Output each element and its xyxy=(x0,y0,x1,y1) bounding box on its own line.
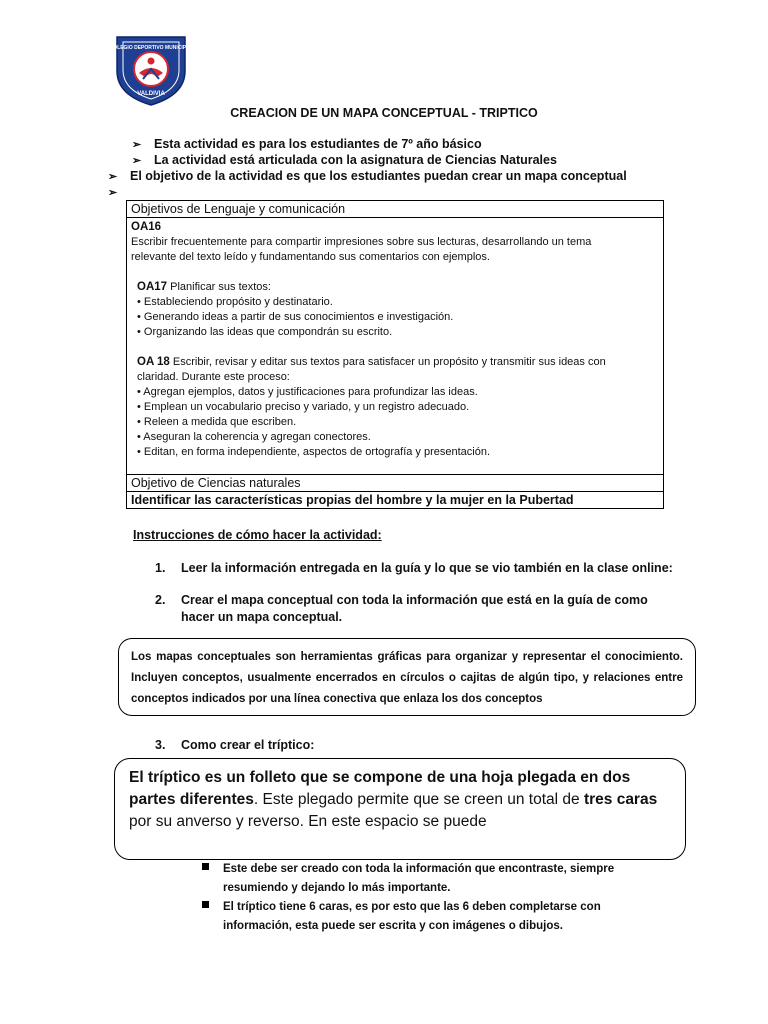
step-item xyxy=(155,560,673,577)
bullet-text: información, esta puede ser escrita y con imágenes o dibujos. xyxy=(223,920,563,932)
arrow-bullet-icon: ➢ xyxy=(108,171,118,183)
intro-item xyxy=(132,137,482,151)
triptych-text: por su anverso y reverso. En este espacio se puede xyxy=(129,813,487,830)
table-ciencias-objective: Identificar las características propias del hombre y la mujer en la Pubertad xyxy=(131,493,574,507)
triptych-text: . Este plegado permite que se creen un total de xyxy=(253,791,584,808)
square-bullet-icon xyxy=(202,901,209,908)
intro-item-text: El objetivo de la actividad es que los estudiantes puedan crear un mapa conceptual xyxy=(130,169,627,183)
step-text: Leer la información entregada en la guía y lo que se vio también en la clase online: xyxy=(181,561,673,575)
intro-item-text: Esta actividad es para los estudiantes de 7º año básico xyxy=(154,137,482,151)
step-number: 3. xyxy=(155,738,166,752)
bullet-text: El tríptico tiene 6 caras, es por esto que las 6 deben completarse con xyxy=(223,901,601,913)
arrow-bullet-icon: ➢ xyxy=(108,187,118,199)
intro-item xyxy=(132,153,557,167)
oa18-code: OA 18 xyxy=(137,356,170,368)
oa18-item: • Agregan ejemplos, datos y justificaciones para profundizar las ideas. xyxy=(137,386,478,398)
table-header-lenguaje: Objetivos de Lenguaje y comunicación xyxy=(127,201,663,218)
step-item xyxy=(155,592,648,626)
logo-text-top: COLEGIO DEPORTIVO MUNICIPAL xyxy=(113,45,189,51)
oa16-line: relevante del texto leído y fundamentando sus comentarios con ejemplos. xyxy=(131,251,490,263)
bullet-text: Este debe ser creado con toda la información que encontraste, siempre xyxy=(223,863,615,875)
oa18-title: Escribir, revisar y editar sus textos para satisfacer un propósito y transmitir sus ideas con xyxy=(169,356,606,368)
intro-item-text: La actividad está articulada con la asignatura de Ciencias Naturales xyxy=(154,153,557,167)
oa18-item: • Editan, en forma independiente, aspectos de ortografía y presentación. xyxy=(137,446,491,458)
table-oa-content xyxy=(127,220,663,460)
step-item xyxy=(155,737,314,754)
step-text: hacer un mapa conceptual. xyxy=(181,610,343,624)
list-item xyxy=(202,860,614,898)
instructions-title: Instrucciones de cómo hacer la actividad: xyxy=(133,528,382,542)
oa18-title-cont: claridad. Durante este proceso: xyxy=(137,371,290,383)
oa18-item: • Aseguran la coherencia y agregan conectores. xyxy=(137,431,371,443)
oa17-code: OA17 xyxy=(137,281,168,293)
page-title: CREACION DE UN MAPA CONCEPTUAL - TRIPTICO xyxy=(230,106,538,120)
arrow-bullet-icon: ➢ xyxy=(132,139,142,151)
concept-map-definition-box: Los mapas conceptuales son herramientas gráficas para organizar y representar el conocimiento. Incluyen conceptos, usualmente encerrados en círculos o cajitas de algún tipo, y relaciones entre conceptos indicados por una línea conectiva que enlaza los dos conceptos xyxy=(118,638,696,716)
arrow-bullet-icon: ➢ xyxy=(132,155,142,167)
oa18-item: • Emplean un vocabulario preciso y variado, y un registro adecuado. xyxy=(137,401,470,413)
triptych-bold-text: tres caras xyxy=(583,791,658,808)
step-number: 1. xyxy=(155,561,166,575)
oa17-title: Planificar sus textos: xyxy=(167,281,271,293)
triptych-bold-text: El tríptico es un folleto que se compone de una hoja plegada en dos partes diferentes xyxy=(129,769,631,808)
intro-item xyxy=(108,185,130,199)
intro-item xyxy=(108,169,627,183)
oa17-item: • Generando ideas a partir de sus conocimientos e investigación. xyxy=(137,311,454,323)
oa16-line: Escribir frecuentemente para compartir impresiones sobre sus lecturas, desarrollando un tema xyxy=(131,236,592,248)
bullet-text: resumiendo y dejando lo más importante. xyxy=(223,882,451,894)
oa16-code: OA16 xyxy=(131,221,162,233)
step-text: Como crear el tríptico: xyxy=(181,738,315,752)
step-number: 2. xyxy=(155,593,166,607)
logo-text-bottom: VALDIVIA xyxy=(137,91,165,97)
table-header-ciencias: Objetivo de Ciencias naturales xyxy=(127,474,663,492)
objectives-table xyxy=(126,200,664,509)
oa17-item: • Estableciendo propósito y destinatario. xyxy=(137,296,333,308)
triptych-definition-box xyxy=(114,758,686,860)
school-logo xyxy=(113,31,189,107)
square-bullet-icon xyxy=(202,863,209,870)
oa17-item: • Organizando las ideas que compondrán su escrito. xyxy=(137,326,393,338)
oa18-item: • Releen a medida que escriben. xyxy=(137,416,297,428)
step-text: Crear el mapa conceptual con toda la información que está en la guía de como xyxy=(181,593,648,607)
list-item xyxy=(202,898,601,936)
